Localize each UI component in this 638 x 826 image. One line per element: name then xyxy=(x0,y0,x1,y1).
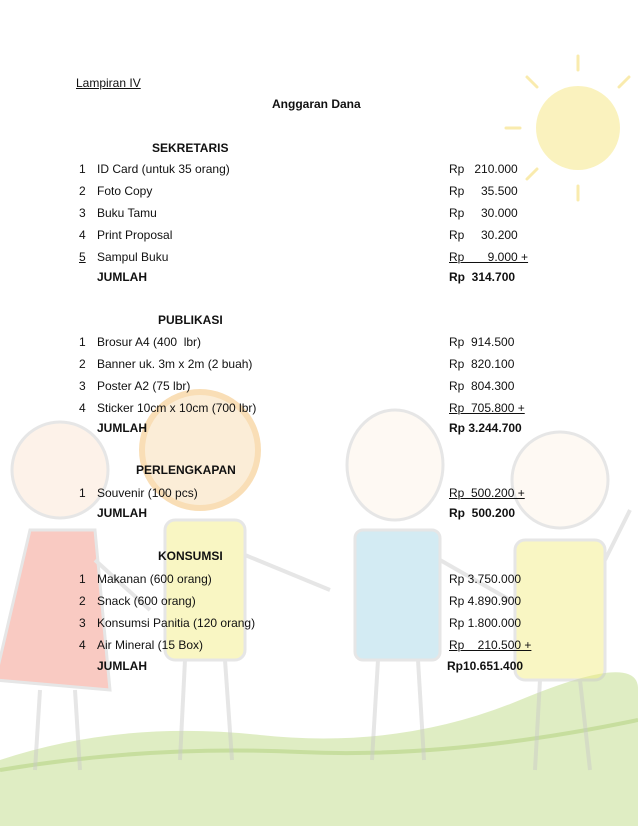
row-number: 4 xyxy=(79,401,86,415)
row-number: 1 xyxy=(79,335,86,349)
row-number: 1 xyxy=(79,486,86,500)
row-item-name: Brosur A4 (400 lbr) xyxy=(97,335,202,349)
row-amount: Rp 30.000 xyxy=(449,206,518,220)
row-item-name: Makanan (600 orang) xyxy=(97,572,212,586)
row-item-name: Foto Copy xyxy=(97,184,153,198)
row-item-name: Buku Tamu xyxy=(97,206,157,220)
total-amount: Rp 3.244.700 xyxy=(449,421,522,435)
attachment-label: Lampiran IV xyxy=(76,76,141,90)
row-number: 2 xyxy=(79,594,86,608)
row-amount: Rp 30.200 xyxy=(449,228,518,242)
total-label: JUMLAH xyxy=(97,506,147,520)
row-number: 4 xyxy=(79,228,86,242)
row-number: 5 xyxy=(79,250,86,264)
row-item-name: Sampul Buku xyxy=(97,250,169,264)
total-label: JUMLAH xyxy=(97,659,147,673)
row-amount: Rp 1.800.000 xyxy=(449,616,522,630)
section-heading: KONSUMSI xyxy=(158,549,223,563)
row-amount: Rp 3.750.000 xyxy=(449,572,522,586)
row-amount: Rp 914.500 xyxy=(449,335,515,349)
row-item-name: Poster A2 (75 lbr) xyxy=(97,379,191,393)
total-amount: Rp10.651.400 xyxy=(447,659,524,673)
row-number: 3 xyxy=(79,206,86,220)
total-amount: Rp 314.700 xyxy=(449,270,516,284)
row-item-name: ID Card (untuk 35 orang) xyxy=(97,162,230,176)
row-item-name: Print Proposal xyxy=(97,228,173,242)
row-amount: Rp 4.890.900 xyxy=(449,594,522,608)
section-heading: SEKRETARIS xyxy=(152,141,229,155)
row-amount: Rp 804.300 xyxy=(449,379,515,393)
row-item-name: Banner uk. 3m x 2m (2 buah) xyxy=(97,357,253,371)
row-item-name: Air Mineral (15 Box) xyxy=(97,638,204,652)
row-item-name: Snack (600 orang) xyxy=(97,594,196,608)
row-number: 3 xyxy=(79,616,86,630)
row-item-name: Sticker 10cm x 10cm (700 lbr) xyxy=(97,401,257,415)
row-amount: Rp 705.800 + xyxy=(449,401,525,415)
row-number: 2 xyxy=(79,357,86,371)
row-item-name: Konsumsi Panitia (120 orang) xyxy=(97,616,256,630)
row-amount: Rp 820.100 xyxy=(449,357,515,371)
row-number: 1 xyxy=(79,162,86,176)
section-heading: PERLENGKAPAN xyxy=(136,463,236,477)
total-label: JUMLAH xyxy=(97,270,147,284)
row-number: 1 xyxy=(79,572,86,586)
section-heading: PUBLIKASI xyxy=(158,313,223,327)
document-title: Anggaran Dana xyxy=(272,97,361,111)
total-label: JUMLAH xyxy=(97,421,147,435)
row-item-name: Souvenir (100 pcs) xyxy=(97,486,198,500)
row-number: 3 xyxy=(79,379,86,393)
row-amount: Rp 210.500 + xyxy=(449,638,532,652)
row-amount: Rp 9.000 + xyxy=(449,250,529,264)
row-amount: Rp 210.000 xyxy=(449,162,518,176)
row-amount: Rp 35.500 xyxy=(449,184,518,198)
row-amount: Rp 500.200 + xyxy=(449,486,525,500)
row-number: 2 xyxy=(79,184,86,198)
total-amount: Rp 500.200 xyxy=(449,506,516,520)
row-number: 4 xyxy=(79,638,86,652)
